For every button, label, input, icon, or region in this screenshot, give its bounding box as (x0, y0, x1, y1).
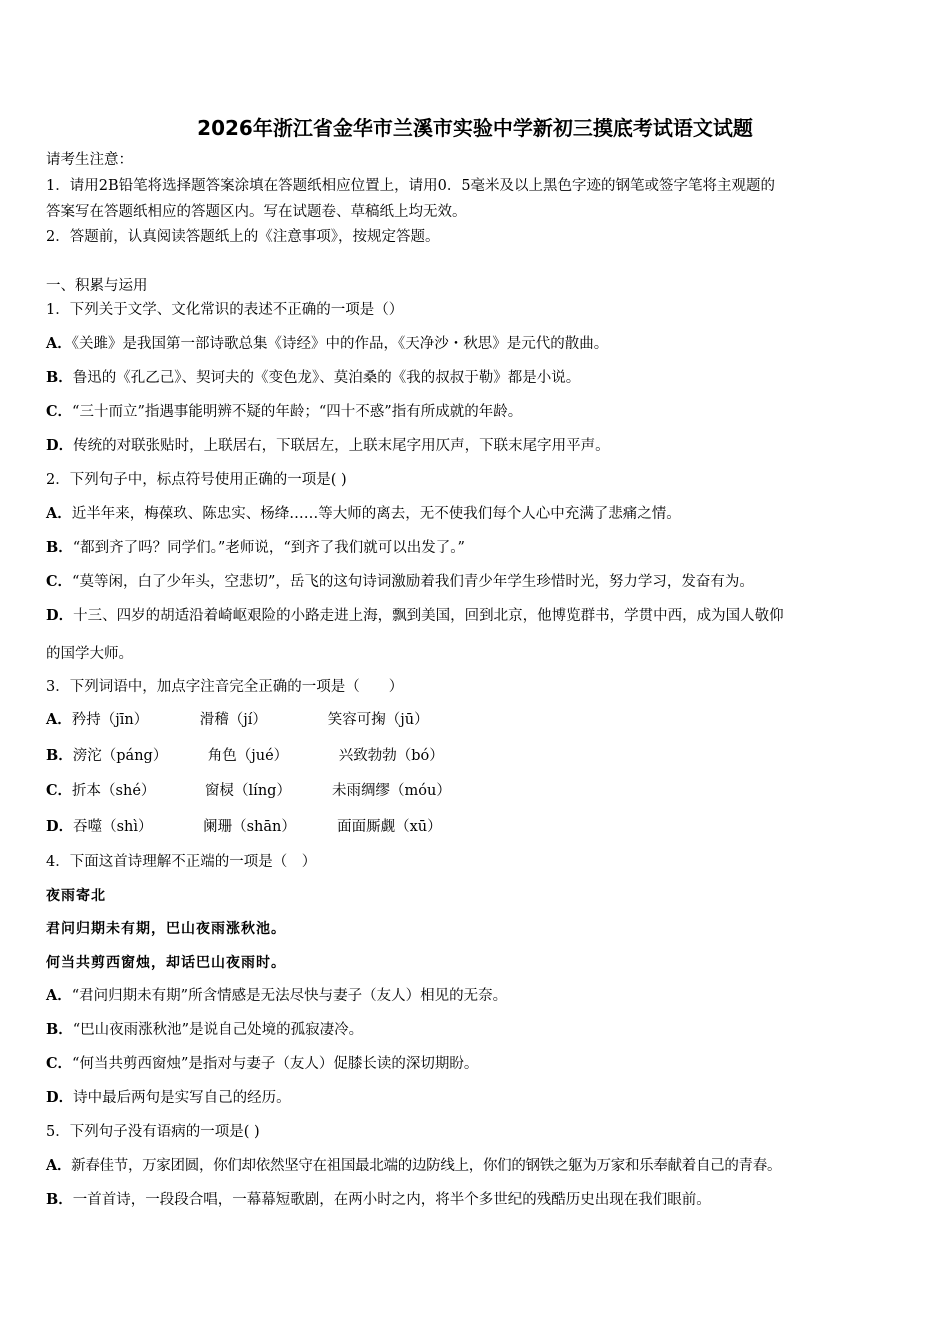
word-2: 角色（jué） (207, 748, 289, 764)
word-2: 滑稽（jí） (199, 712, 267, 728)
page-title: 2026年浙江省金华市兰溪市实验中学新初三摸底考试语文试题 (197, 116, 753, 140)
option-text: 一首首诗，一段段合唱，一幕幕短歌剧，在两小时之内，将半个多世纪的残酷历史出现在我们眼前。 (72, 1192, 711, 1208)
question-4-option-a (46, 986, 507, 1006)
option-label: C． (46, 403, 73, 420)
option-text: “三十而立”指遇事能明辨不疑的年龄；“四十不惑”指有所成就的年龄。 (72, 404, 523, 420)
question-4-option-d (46, 1088, 291, 1108)
question-3-option-a (46, 710, 429, 730)
word-3: 面面厮觑（xū） (337, 819, 442, 835)
option-label: B． (46, 1191, 73, 1208)
option-label: A． (46, 335, 72, 352)
option-label: A． (46, 711, 72, 728)
question-3-option-b (46, 746, 444, 766)
word-1: 折本（shé） (72, 783, 156, 799)
option-label: B． (46, 747, 73, 764)
option-text: 传统的对联张贴时，上联居右，下联居左，上联末尾字用仄声，下联末尾字用平声。 (73, 438, 610, 454)
option-text: 新春佳节，万家团圆，你们却依然坚守在祖国最北端的边防线上，你们的钢铁之躯为万家和乐奉献着自己的青春。 (71, 1158, 782, 1174)
option-text: 近半年来，梅葆玖、陈忠实、杨绛……等大师的离去，无不使我们每个人心中充满了悲痛之情。 (71, 506, 681, 522)
option-label: A． (46, 505, 72, 522)
question-3-stem: 3．下列词语中，加点字注音完全正确的一项是（ ） (46, 679, 404, 695)
option-label: B． (46, 539, 73, 556)
question-4-option-b (46, 1020, 363, 1040)
question-2-option-c (46, 572, 754, 592)
word-1: 滂沱（páng） (72, 748, 168, 764)
question-2-option-d-continued: 的国学大师。 (46, 646, 133, 662)
section-heading: 一、积累与运用 (46, 278, 148, 294)
word-3: 笑容可掬（jū） (327, 712, 429, 728)
notice-item-1-line-2: 答案写在答题纸相应的答题区内。写在试题卷、草稿纸上均无效。 (46, 204, 467, 220)
word-3: 未雨绸缪（móu） (332, 783, 451, 799)
option-label: B． (46, 1021, 73, 1038)
option-text: 诗中最后两句是实写自己的经历。 (73, 1090, 291, 1106)
word-2: 窗棂（líng） (205, 783, 291, 799)
poem-line-2: 何当共剪西窗烛，却话巴山夜雨时。 (46, 955, 286, 971)
option-text: 《关雎》是我国第一部诗歌总集《诗经》中的作品，《天净沙・秋思》是元代的散曲。 (71, 336, 609, 352)
option-label: C． (46, 782, 73, 799)
option-text: “巴山夜雨涨秋池”是说自己处境的孤寂凄冷。 (72, 1022, 364, 1038)
question-4-stem: 4．下面这首诗理解不正端的一项是（ ） (46, 854, 317, 870)
question-2-option-d (46, 606, 784, 626)
question-2-stem: 2．下列句子中，标点符号使用正确的一项是( ) (46, 472, 347, 488)
question-5-option-b (46, 1190, 711, 1210)
option-text: 鲁迅的《孔乙己》、契诃夫的《变色龙》、莫泊桑的《我的叔叔于勒》都是小说。 (72, 370, 581, 386)
question-1-stem: 1．下列关于文学、文化常识的表述不正确的一项是（） (46, 302, 404, 318)
word-1: 矜持（jīn） (71, 712, 149, 728)
option-text: “都到齐了吗？同学们。”老师说，“到齐了我们就可以出发了。” (72, 540, 465, 556)
option-label: D． (46, 607, 74, 624)
poem-title: 夜雨寄北 (46, 888, 106, 904)
option-label: A． (46, 987, 72, 1004)
option-label: C． (46, 573, 73, 590)
question-1-option-d (46, 436, 610, 456)
option-label: D． (46, 818, 74, 835)
question-2-option-b (46, 538, 465, 558)
option-text: “莫等闲，白了少年头，空悲切”，岳飞的这句诗词激励着我们青少年学生珍惜时光，努力学习，发奋有为。 (72, 574, 754, 590)
option-label: D． (46, 437, 74, 454)
question-3-option-c (46, 781, 451, 801)
option-text: 十三、四岁的胡适沿着崎岖艰险的小路走进上海，飘到美国，回到北京，他博览群书，学贯中西，成为国人敬仰 (73, 608, 784, 624)
question-1-option-c (46, 402, 522, 422)
question-5-option-a (46, 1156, 781, 1176)
question-4-option-c (46, 1054, 478, 1074)
question-2-option-a (46, 504, 681, 524)
option-text: “君问归期未有期”所含情感是无法尽快与妻子（友人）相见的无奈。 (71, 988, 508, 1004)
word-2: 阑珊（shān） (203, 819, 296, 835)
question-5-stem: 5．下列句子没有语病的一项是( ) (46, 1124, 260, 1140)
option-label: A． (46, 1157, 72, 1174)
word-1: 吞噬（shì） (73, 819, 153, 835)
question-1-option-a (46, 334, 608, 354)
option-label: D． (46, 1089, 74, 1106)
notice-item-2: 2．答题前，认真阅读答题纸上的《注意事项》，按规定答题。 (46, 229, 440, 245)
word-3: 兴致勃勃（bó） (338, 748, 444, 764)
option-text: “何当共剪西窗烛”是指对与妻子（友人）促膝长读的深切期盼。 (72, 1056, 479, 1072)
option-label: C． (46, 1055, 73, 1072)
notice-item-1-line-1: 1．请用2B铅笔将选择题答案涂填在答题纸相应位置上，请用0．5毫米及以上黑色字迹的钢笔或签字笔将主观题的 (46, 178, 776, 194)
notice-heading: 请考生注意： (46, 152, 133, 168)
question-1-option-b (46, 368, 580, 388)
question-3-option-d (46, 817, 442, 837)
option-label: B． (46, 369, 73, 386)
poem-line-1: 君问归期未有期，巴山夜雨涨秋池。 (46, 921, 286, 937)
